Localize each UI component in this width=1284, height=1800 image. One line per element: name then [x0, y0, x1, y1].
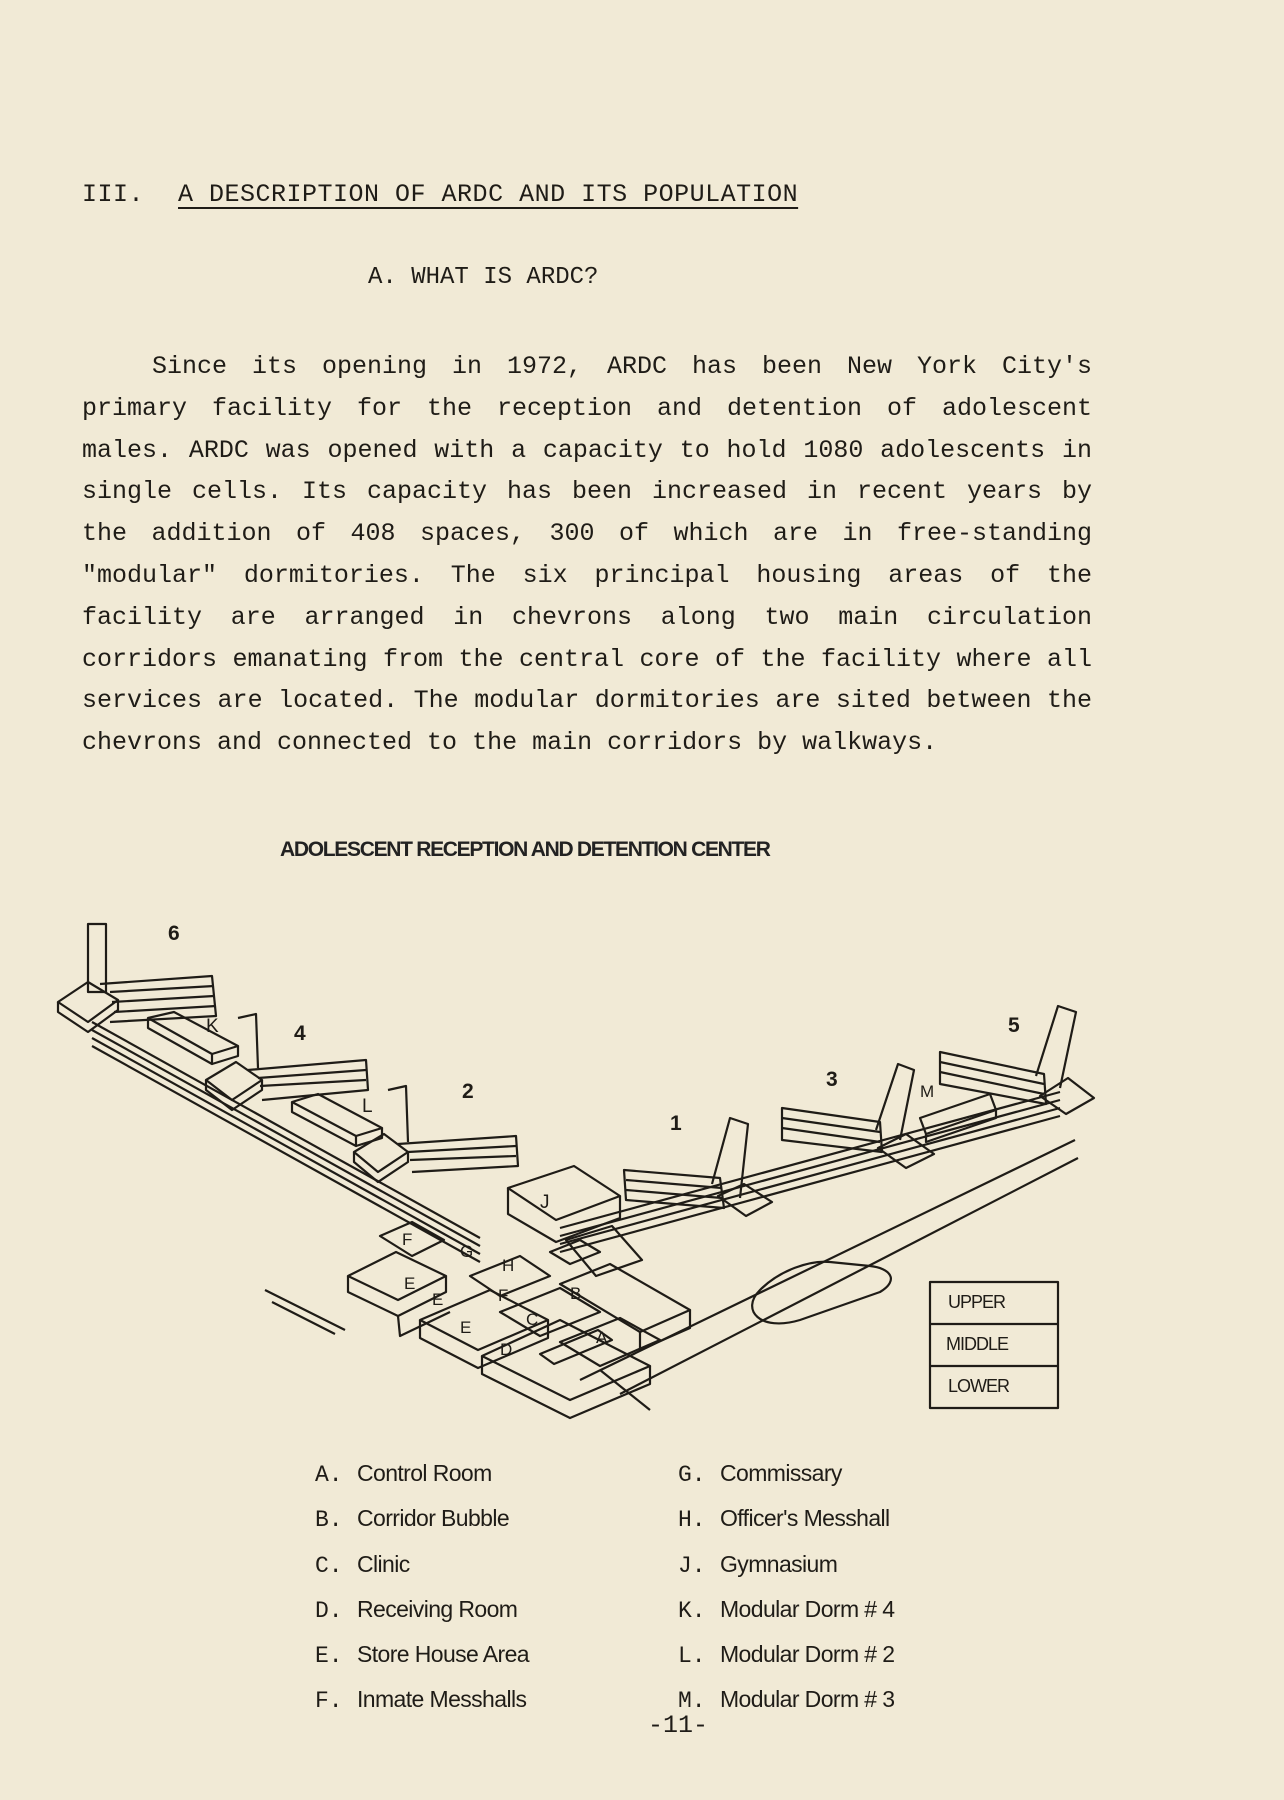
area-label-e-1: E [404, 1274, 416, 1293]
area-label-h: H [502, 1256, 515, 1275]
area-label-f-2: F [498, 1286, 509, 1305]
housing-label-2: 2 [462, 1080, 474, 1103]
area-label-f-1: F [402, 1230, 413, 1249]
level-key-middle: MIDDLE [946, 1334, 1009, 1354]
diagram-title: ADOLESCENT RECEPTION AND DETENTION CENTER [280, 838, 770, 861]
area-label-c: C [526, 1310, 539, 1329]
area-label-a: A [596, 1328, 608, 1347]
legend-item: M. Modular Dorm # 3 [678, 1686, 895, 1715]
legend-item: J. Gymnasium [678, 1550, 838, 1579]
legend-item: F. Inmate Messhalls [315, 1686, 527, 1715]
legend-item: G. Commissary [678, 1460, 842, 1488]
housing-label-3: 3 [826, 1068, 838, 1091]
area-label-k: K [206, 1016, 219, 1037]
level-key-upper: UPPER [948, 1292, 1006, 1312]
legend-left [315, 1452, 529, 1724]
legend-item: A. Control Room [315, 1460, 492, 1488]
area-label-b: B [570, 1284, 582, 1303]
housing-label-6: 6 [168, 922, 180, 945]
body-paragraph: Since its opening in 1972, ARDC has been New York City's primary facility for the reception and detention of adolescent males. ARDC was opened with a capacity to hold 1080 adolescents in single cells. Its capacity has been increased in recent years by the addition of 408 spaces, 300 of which are in free-standing "modular" dormitories. The six principal housing areas of the facility are arranged in chevrons along two main circulation corridors emanating from the central core of the facility where all services are located. The modular dormitories are sited between the chevrons and connected to the main corridors by walkways. [82, 352, 1092, 758]
housing-label-1: 1 [670, 1112, 682, 1135]
section-title: A DESCRIPTION OF ARDC AND ITS POPULATION [178, 180, 799, 209]
area-label-l: L [362, 1096, 373, 1117]
legend-right [678, 1452, 894, 1724]
area-label-e-3: E [460, 1318, 472, 1337]
area-label-g: G [460, 1242, 474, 1261]
legend-item: B. Corridor Bubble [315, 1505, 510, 1534]
legend-item: K. Modular Dorm # 4 [678, 1595, 895, 1624]
subsection-title: A. WHAT IS ARDC? [368, 264, 599, 291]
legend-item: E. Store House Area [315, 1641, 529, 1670]
area-label-j: J [540, 1192, 550, 1213]
area-label-e-2: E [432, 1290, 444, 1309]
legend-item: H. Officer's Messhall [678, 1505, 890, 1534]
page-number: -11- [648, 1711, 709, 1740]
area-label-d: D [500, 1340, 513, 1359]
area-label-m: M [920, 1082, 935, 1101]
legend-item: D. Receiving Room [315, 1595, 518, 1624]
section-number: III. [82, 180, 145, 209]
legend-item: C. Clinic [315, 1550, 410, 1579]
housing-label-5: 5 [1008, 1014, 1020, 1037]
legend-item: L. Modular Dorm # 2 [678, 1641, 895, 1670]
level-key-lower: LOWER [948, 1376, 1010, 1396]
housing-label-4: 4 [294, 1022, 306, 1045]
